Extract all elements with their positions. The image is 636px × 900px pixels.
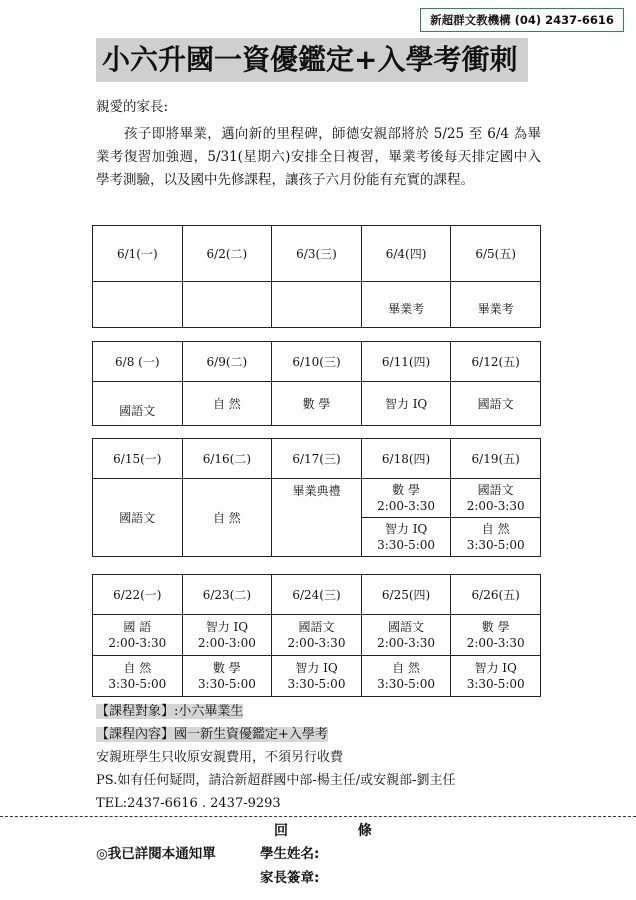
org-contact: 新超群文教機構 (04) 2437-6616 [430,13,614,27]
schedule-cell [451,656,541,697]
subject: 自 然 [123,661,152,675]
subject: 智力 IQ [474,661,517,675]
schedule-cell: 國語文 [451,382,541,426]
day-header: 6/26(五) [451,575,541,615]
day-header: 6/12(五) [451,342,541,382]
subject: 國語文 [388,620,425,634]
course-content-label: 【課程內容】 [96,727,175,742]
fee-note: 安親班學生只收原安親費用，不須另行收費 [96,750,344,765]
day-header: 6/8 (一) [93,342,183,382]
subject: 智力 IQ [384,522,428,536]
subject: 智力 IQ [205,620,249,634]
time-slot: 3:30-5:00 [466,677,525,691]
reply-slip-title-left: 回 [274,823,288,839]
course-target-value: :小六畢業生 [174,704,244,719]
time-slot: 3:30-5:00 [466,538,525,552]
confirm-statement: ◎我已詳閱本通知單 [96,846,216,862]
time-slot: 2:00-3:30 [377,499,436,513]
schedule-week-1 [92,225,541,328]
letter-body: 孩子即將畢業，邁向新的里程碑，師德安親部將於 5/25 至 6/4 為畢業考復習加強週，5/31(星期六)安排全日複習，畢業考後每天排定國中入學考測驗，以及國中先修課程，讓孩子六月份能有充實的課程。 [96,126,541,188]
time-slot: 2:00-3:30 [377,636,436,650]
course-info [96,700,546,815]
schedule-week-2 [92,341,541,426]
schedule-cell [451,518,541,557]
telephone: TEL:2437-6616 . 2437-9293 [96,796,281,811]
schedule-cell [272,282,362,328]
day-header: 6/23(二) [182,575,272,615]
schedule-cell: 畢業考 [361,282,451,328]
subject: 自 然 [481,522,510,536]
day-header: 6/18(四) [361,439,451,479]
page-title: 小六升國一資優鑑定+入學考衝刺 [96,38,528,82]
student-name-label: 學生姓名: [260,846,320,862]
time-slot: 3:30-5:00 [287,677,346,691]
letter [96,96,541,192]
schedule-cell [182,282,272,328]
schedule-cell [182,615,272,656]
schedule-cell [361,615,451,656]
subject: 數 學 [481,620,510,634]
course-content [96,723,546,746]
day-header: 6/3(三) [272,226,362,282]
day-header: 6/5(五) [451,226,541,282]
time-slot: 2:00-3:00 [197,636,256,650]
subject: 國語文 [477,483,514,497]
schedule-cell [93,656,183,697]
org-contact-box [420,8,624,32]
reply-slip-title-right: 條 [357,823,372,839]
time-slot: 3:30-5:00 [197,677,256,691]
day-header: 6/11(四) [361,342,451,382]
schedule-week-3 [92,438,541,557]
schedule-cell: 國語文 [93,479,183,557]
schedule-cell [361,479,451,518]
day-header: 6/15(一) [93,439,183,479]
schedule-cell [451,615,541,656]
schedule-cell: 數 學 [272,382,362,426]
time-slot: 2:00-3:30 [466,499,525,513]
parent-signature-label: 家長簽章: [260,870,320,886]
schedule-cell [272,656,362,697]
subject: 智力 IQ [295,661,338,675]
schedule-week-4 [92,574,541,697]
day-header: 6/4(四) [361,226,451,282]
schedule-cell: 智力 IQ [361,382,451,426]
day-header: 6/9(二) [182,342,272,382]
day-header: 6/22(一) [93,575,183,615]
course-content-value: 國一新生資優鑑定+入學考 [174,727,328,742]
schedule-cell [361,518,451,557]
schedule-cell [451,479,541,518]
subject: 數 學 [212,661,241,675]
subject: 數 學 [392,483,420,497]
day-header: 6/2(二) [182,226,272,282]
day-header: 6/19(五) [451,439,541,479]
schedule-cell: 自 然 [182,382,272,426]
time-slot: 2:00-3:30 [466,636,525,650]
time-slot: 3:30-5:00 [377,538,436,552]
schedule-cell [272,518,362,557]
subject: 國語文 [298,620,335,634]
schedule-cell [93,282,183,328]
schedule-cell [272,615,362,656]
course-target-label: 【課程對象】 [96,704,175,719]
day-header: 6/16(二) [182,439,272,479]
schedule-cell: 國語文 [93,382,183,426]
course-target [96,700,546,723]
day-header: 6/10(三) [272,342,362,382]
day-header: 6/17(三) [272,439,362,479]
schedule-cell [182,656,272,697]
cut-line [0,816,636,817]
time-slot: 3:30-5:00 [377,677,436,691]
reply-slip-title [274,820,394,840]
schedule-cell: 自 然 [182,479,272,557]
subject: 國 語 [123,620,152,634]
subject: 自 然 [392,661,420,675]
time-slot: 2:00-3:30 [287,636,346,650]
schedule-cell [361,656,451,697]
letter-greeting: 親愛的家長: [96,99,169,115]
time-slot: 2:00-3:30 [108,636,167,650]
time-slot: 3:30-5:00 [108,677,167,691]
day-header: 6/1(一) [93,226,183,282]
schedule-cell [93,615,183,656]
day-header: 6/24(三) [272,575,362,615]
ps-note: PS.如有任何疑問，請洽新超群國中部-楊主任/或安親部-劉主任 [96,773,456,788]
schedule-cell: 畢業典禮 [272,479,362,518]
day-header: 6/25(四) [361,575,451,615]
schedule-cell: 畢業考 [451,282,541,328]
